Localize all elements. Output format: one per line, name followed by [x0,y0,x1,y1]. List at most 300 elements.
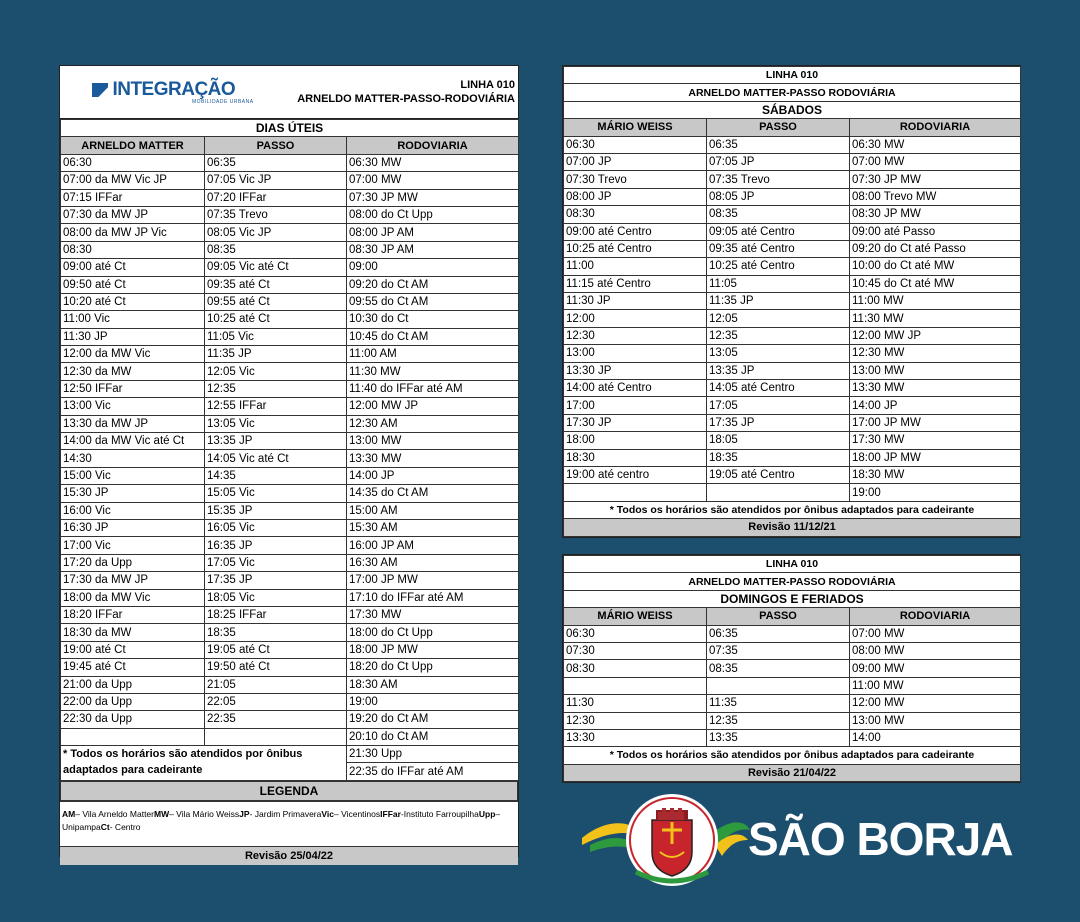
table-row [61,589,519,606]
time-cell: 13:30 JP [564,362,707,379]
sunday-schedule [562,554,1021,783]
time-cell: 13:00 Vic [61,398,205,415]
time-cell: 08:05 JP [707,188,850,205]
table-row [61,363,519,380]
column-header: PASSO [707,119,850,136]
table-row [61,624,519,641]
time-cell [564,484,707,501]
schedule-header [60,66,518,119]
time-cell: 11:30 MW [347,363,519,380]
time-cell: 07:00 MW [850,153,1021,170]
table-row [564,695,1021,712]
table-row [61,224,519,241]
time-cell: 19:00 até centro [564,466,707,483]
table-row [564,712,1021,729]
table-row [61,485,519,502]
time-cell: 19:05 até Centro [707,466,850,483]
time-cell: 15:00 AM [347,502,519,519]
table-row [564,449,1021,466]
table-row [564,240,1021,257]
time-cell: 14:35 do Ct AM [347,485,519,502]
time-cell: 22:00 da Upp [61,693,205,710]
time-cell: 17:00 JP MW [850,414,1021,431]
time-cell: 14:30 [61,450,205,467]
time-cell: 08:35 [707,206,850,223]
time-cell: 07:00 da MW Vic JP [61,172,205,189]
time-cell: 16:30 JP [61,519,205,536]
table-row [61,311,519,328]
accessibility-note: * Todos os horários são atendidos por ônibus adaptados para cadeirante [564,501,1021,518]
time-cell: 09:55 do Ct AM [347,293,519,310]
legend-desc: – Unipampa [62,808,501,832]
time-cell: 12:30 MW [850,345,1021,362]
time-cell: 13:00 [564,345,707,362]
revision-label: Revisão 21/04/22 [564,764,1021,781]
time-cell: 14:00 até Centro [564,380,707,397]
time-cell: 18:35 [707,449,850,466]
time-cell: 11:35 [707,695,850,712]
table-row [61,606,519,623]
time-cell: 07:30 JP MW [850,171,1021,188]
accessibility-note: * Todos os horários são atendidos por ônibus adaptados para cadeirante [564,747,1021,764]
time-cell: 17:00 Vic [61,537,205,554]
table-row [61,450,519,467]
time-cell: 14:05 Vic até Ct [205,450,347,467]
table-row [564,223,1021,240]
time-cell: 16:00 Vic [61,502,205,519]
table-row [61,415,519,432]
table-row [564,432,1021,449]
time-cell: 11:30 MW [850,310,1021,327]
route-name: ARNELDO MATTER-PASSO-RODOVIÁRIA [297,93,515,105]
time-cell: 18:30 [564,449,707,466]
time-cell: 16:00 JP AM [347,537,519,554]
time-cell: 09:50 até Ct [61,276,205,293]
time-cell: 10:25 até Ct [205,311,347,328]
time-cell: 06:35 [205,154,347,171]
table-row [564,362,1021,379]
legend-abbr: AM [62,808,76,819]
time-cell: 07:35 Trevo [707,171,850,188]
time-cell: 15:35 JP [205,502,347,519]
table-row [564,484,1021,501]
time-cell: 06:30 [61,154,205,171]
logo-tagline: MOBILIDADE URBANA [192,99,254,105]
time-cell: 11:35 JP [205,346,347,363]
time-cell: 12:00 da MW Vic [61,346,205,363]
legend-body [60,801,518,847]
time-cell: 07:30 [564,642,707,659]
time-cell: 11:05 Vic [205,328,347,345]
table-row [61,676,519,693]
time-cell: 09:20 do Ct até Passo [850,240,1021,257]
legend-desc: - Jardim Primavera [249,808,322,819]
table-row [564,293,1021,310]
legend-desc: – Vicentinos [333,808,381,819]
table-row [61,259,519,276]
city-name: SÃO BORJA [748,813,1013,865]
time-cell: 11:00 AM [347,346,519,363]
time-cell: 07:30 Trevo [564,171,707,188]
time-cell: 12:35 [707,327,850,344]
time-cell: 09:05 até Centro [707,223,850,240]
column-header: MÁRIO WEISS [564,119,707,136]
time-cell: 14:35 [205,467,347,484]
time-cell: 22:35 [205,711,347,728]
time-cell: 09:20 do Ct AM [347,276,519,293]
time-cell: 08:00 da MW JP Vic [61,224,205,241]
time-cell: 13:00 MW [850,712,1021,729]
time-cell: 06:35 [707,625,850,642]
table-row [564,258,1021,275]
time-cell: 14:00 JP [347,467,519,484]
time-cell: 09:05 Vic até Ct [205,259,347,276]
section-title: DOMINGOS E FERIADOS [564,590,1021,607]
table-row [61,659,519,676]
time-cell: 13:00 MW [347,433,519,450]
time-cell: 13:05 [707,345,850,362]
time-cell: 18:05 [707,432,850,449]
time-cell: 12:50 IFFar [61,380,205,397]
time-cell: 07:30 da MW JP [61,206,205,223]
table-row [61,380,519,397]
sao-borja-brand [580,790,1030,890]
time-cell: 10:45 do Ct AM [347,328,519,345]
time-cell: 18:00 da MW Vic [61,589,205,606]
time-cell: 10:00 do Ct até MW [850,258,1021,275]
time-cell: 11:30 JP [61,328,205,345]
table-row [564,397,1021,414]
time-cell [707,484,850,501]
time-cell: 13:30 MW [347,450,519,467]
time-cell: 07:35 [707,642,850,659]
time-cell: 17:30 MW [347,606,519,623]
legend-desc: – Vila Arneldo Matter [75,808,154,819]
time-cell: 11:40 do IFFar até AM [347,380,519,397]
time-cell: 12:00 MW [850,695,1021,712]
table-row [61,241,519,258]
legend-desc: -Instituto Farroupilha [400,808,479,819]
table-row [61,467,519,484]
time-cell [564,677,707,694]
time-cell: 07:05 Vic JP [205,172,347,189]
time-cell: 17:30 MW [850,432,1021,449]
time-cell: 22:30 da Upp [61,711,205,728]
table-row [564,327,1021,344]
time-cell: 18:00 do Ct Upp [347,624,519,641]
time-cell: 13:05 Vic [205,415,347,432]
column-header: ARNELDO MATTER [61,137,205,154]
time-cell: 17:00 JP MW [347,572,519,589]
table-row [564,206,1021,223]
legend-desc: – Vila Mário Weiss [169,808,240,819]
time-cell: 11:15 até Centro [564,275,707,292]
table-row [61,641,519,658]
time-cell: 19:45 até Ct [61,659,205,676]
line-number: LINHA 010 [564,556,1021,573]
time-cell: 09:00 até Passo [850,223,1021,240]
integracao-logo [92,79,254,105]
legend-abbr: JP [239,808,250,819]
sao-borja-emblem-icon [580,790,750,890]
time-cell: 09:35 até Ct [205,276,347,293]
time-cell: 17:35 JP [707,414,850,431]
legend-desc: - Centro [109,821,141,832]
time-cell [61,728,205,745]
logo-brand: INTEGRAÇÃO [112,79,236,100]
line-number: LINHA 010 [460,79,515,91]
time-cell: 18:00 JP MW [347,641,519,658]
time-cell: 11:35 JP [707,293,850,310]
time-cell: 18:05 Vic [205,589,347,606]
weekday-table [60,119,519,781]
time-cell: 17:00 [564,397,707,414]
time-cell: 13:35 JP [205,433,347,450]
time-cell: 11:00 MW [850,293,1021,310]
column-header: PASSO [707,608,850,625]
time-cell: 06:30 [564,136,707,153]
column-header: RODOVIARIA [347,137,519,154]
legend-title: LEGENDA [61,781,518,800]
time-cell: 21:30 Upp [347,746,519,763]
time-cell: 12:00 MW JP [347,398,519,415]
table-row [564,153,1021,170]
time-cell: 11:05 [707,275,850,292]
time-cell: 22:35 do IFFar até AM [347,763,519,780]
table-row [61,728,519,745]
table-row [61,711,519,728]
saturday-schedule [562,65,1021,538]
table-row [564,660,1021,677]
table-row [564,380,1021,397]
legend-abbr: MW [153,808,170,819]
table-row [564,345,1021,362]
time-cell: 09:55 até Ct [205,293,347,310]
table-row [61,154,519,171]
time-cell: 12:30 [564,327,707,344]
table-row [61,189,519,206]
revision-label: Revisão 25/04/22 [60,847,518,865]
time-cell: 18:30 MW [850,466,1021,483]
time-cell: 15:00 Vic [61,467,205,484]
section-title: DIAS ÚTEIS [61,120,519,137]
revision-label: Revisão 11/12/21 [564,519,1021,536]
table-row [61,293,519,310]
time-cell: 16:05 Vic [205,519,347,536]
time-cell: 06:30 MW [850,136,1021,153]
time-cell: 12:55 IFFar [205,398,347,415]
time-cell: 19:00 até Ct [61,641,205,658]
table-row [61,519,519,536]
time-cell: 18:35 [205,624,347,641]
time-cell: 08:35 [205,241,347,258]
time-cell: 08:30 JP AM [347,241,519,258]
table-row [564,275,1021,292]
time-cell: 08:05 Vic JP [205,224,347,241]
time-cell: 18:30 AM [347,676,519,693]
time-cell: 07:35 Trevo [205,206,347,223]
table-row [61,398,519,415]
time-cell: 07:00 JP [564,153,707,170]
time-cell: 18:20 do Ct Upp [347,659,519,676]
column-header: RODOVIARIA [850,119,1021,136]
weekday-schedule [59,65,519,862]
time-cell: 17:30 da MW JP [61,572,205,589]
table-row [61,693,519,710]
time-cell: 12:35 [205,380,347,397]
route-name: ARNELDO MATTER-PASSO RODOVIÁRIA [564,573,1021,590]
time-cell: 07:20 IFFar [205,189,347,206]
table-row [61,537,519,554]
time-cell: 11:00 [564,258,707,275]
time-cell: 11:30 [564,695,707,712]
table-row [564,466,1021,483]
time-cell: 07:00 MW [347,172,519,189]
line-number: LINHA 010 [564,67,1021,84]
time-cell: 09:00 até Ct [61,259,205,276]
time-cell: 13:35 [707,729,850,746]
time-cell: 09:35 até Centro [707,240,850,257]
sunday-table [563,555,1021,782]
line-info [297,78,515,106]
legend-abbr: IFFar [380,808,401,819]
time-cell: 15:30 JP [61,485,205,502]
time-cell: 18:20 IFFar [61,606,205,623]
table-row [564,414,1021,431]
time-cell: 06:30 [564,625,707,642]
time-cell: 17:20 da Upp [61,554,205,571]
column-header: RODOVIARIA [850,608,1021,625]
table-row [61,172,519,189]
time-cell: 16:30 AM [347,554,519,571]
time-cell: 17:05 Vic [205,554,347,571]
table-row [564,642,1021,659]
time-cell: 12:00 [564,310,707,327]
time-cell: 09:00 MW [850,660,1021,677]
saturday-table [563,66,1021,537]
column-header: MÁRIO WEISS [564,608,707,625]
time-cell: 19:50 até Ct [205,659,347,676]
time-cell: 19:00 [850,484,1021,501]
table-row [61,433,519,450]
time-cell: 12:05 Vic [205,363,347,380]
time-cell: 21:05 [205,676,347,693]
time-cell: 19:05 até Ct [205,641,347,658]
time-cell: 08:00 do Ct Upp [347,206,519,223]
table-row [61,276,519,293]
accessibility-note: * Todos os horários são atendidos por ônibus adaptados para cadeirante [61,746,347,781]
time-cell: 14:00 JP [850,397,1021,414]
time-cell: 15:05 Vic [205,485,347,502]
time-cell [205,728,347,745]
table-row [564,171,1021,188]
time-cell: 07:30 JP MW [347,189,519,206]
time-cell: 22:05 [205,693,347,710]
table-row [61,572,519,589]
table-row [61,206,519,223]
logo-mark-icon [92,83,108,97]
time-cell: 17:35 JP [205,572,347,589]
time-cell: 12:30 da MW [61,363,205,380]
table-row [61,346,519,363]
time-cell: 08:35 [707,660,850,677]
table-row [61,554,519,571]
time-cell: 07:00 MW [850,625,1021,642]
time-cell: 15:30 AM [347,519,519,536]
legend-abbr: Upp [478,808,496,819]
time-cell: 08:00 JP AM [347,224,519,241]
time-cell: 08:30 JP MW [850,206,1021,223]
table-row [61,746,519,763]
time-cell: 07:15 IFFar [61,189,205,206]
time-cell: 10:25 até Centro [707,258,850,275]
route-name: ARNELDO MATTER-PASSO RODOVIÁRIA [564,84,1021,101]
time-cell: 18:25 IFFar [205,606,347,623]
time-cell: 18:00 JP MW [850,449,1021,466]
time-cell: 06:30 MW [347,154,519,171]
time-cell: 10:25 até Centro [564,240,707,257]
time-cell: 09:00 até Centro [564,223,707,240]
time-cell: 20:10 do Ct AM [347,728,519,745]
time-cell [707,677,850,694]
time-cell: 08:00 Trevo MW [850,188,1021,205]
time-cell: 12:00 MW JP [850,327,1021,344]
section-title: SÁBADOS [564,101,1021,118]
time-cell: 11:30 JP [564,293,707,310]
table-row [564,729,1021,746]
time-cell: 11:00 MW [850,677,1021,694]
time-cell: 08:00 MW [850,642,1021,659]
time-cell: 08:30 [61,241,205,258]
time-cell: 10:45 do Ct até MW [850,275,1021,292]
time-cell: 06:35 [707,136,850,153]
time-cell: 17:05 [707,397,850,414]
legend-abbr: Vic [321,808,334,819]
time-cell: 07:05 JP [707,153,850,170]
time-cell: 19:20 do Ct AM [347,711,519,728]
time-cell: 13:00 MW [850,362,1021,379]
time-cell: 12:05 [707,310,850,327]
table-row [564,188,1021,205]
legend-abbr: Ct [100,821,110,832]
time-cell: 18:30 da MW [61,624,205,641]
time-cell: 12:30 AM [347,415,519,432]
time-cell: 18:00 [564,432,707,449]
table-row [564,310,1021,327]
time-cell: 10:30 do Ct [347,311,519,328]
time-cell: 17:10 do IFFar até AM [347,589,519,606]
time-cell: 17:30 JP [564,414,707,431]
time-cell: 13:30 [564,729,707,746]
time-cell: 19:00 [347,693,519,710]
time-cell: 11:00 Vic [61,311,205,328]
time-cell: 08:00 JP [564,188,707,205]
time-cell: 21:00 da Upp [61,676,205,693]
time-cell: 09:00 [347,259,519,276]
table-row [564,136,1021,153]
table-row [61,502,519,519]
table-row [61,328,519,345]
time-cell: 08:30 [564,660,707,677]
time-cell: 13:30 MW [850,380,1021,397]
time-cell: 08:30 [564,206,707,223]
time-cell: 12:35 [707,712,850,729]
table-row [564,677,1021,694]
column-header: PASSO [205,137,347,154]
time-cell: 14:00 da MW Vic até Ct [61,433,205,450]
time-cell: 16:35 JP [205,537,347,554]
time-cell: 14:00 [850,729,1021,746]
